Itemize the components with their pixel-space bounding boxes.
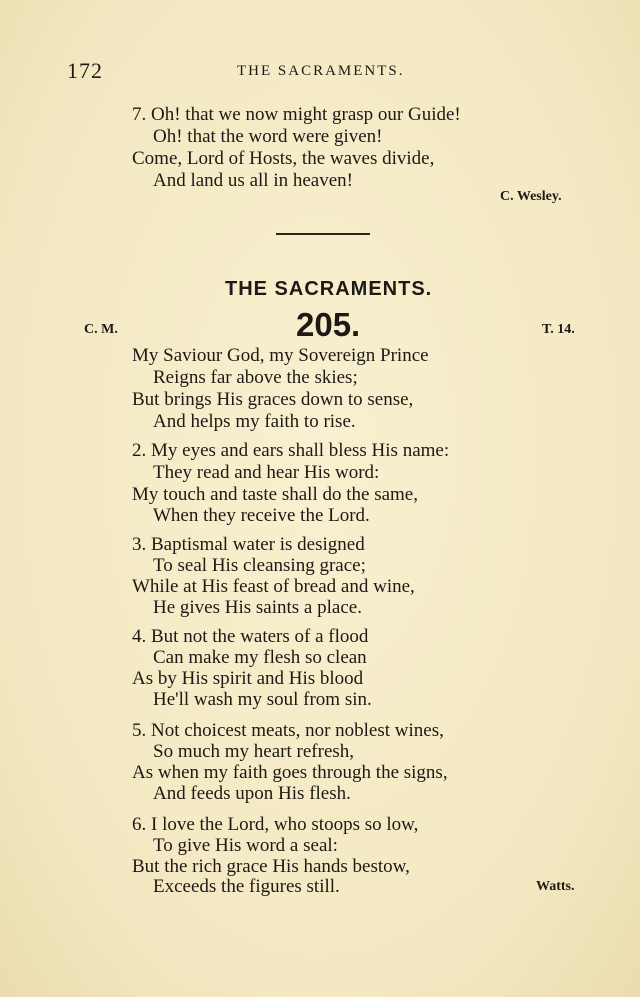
verse-line: They read and hear His word: [153, 462, 380, 483]
verse-line: As by His spirit and His blood [132, 668, 364, 689]
verse-line: And land us all in heaven! [153, 170, 353, 191]
verse-line: To give His word a seal: [153, 835, 338, 856]
verse-line: Can make my flesh so clean [153, 647, 367, 668]
running-title: THE SACRAMENTS. [237, 63, 405, 79]
verse-line: He gives His saints a place. [153, 597, 362, 618]
verse-line: My Saviour God, my Sovereign Prince [132, 345, 429, 366]
verse-line: 3. Baptismal water is designed [132, 534, 365, 555]
verse-line: And feeds upon His flesh. [153, 783, 351, 804]
verse-line: 7. Oh! that we now might grasp our Guide! [132, 104, 461, 125]
verse-line: He'll wash my soul from sin. [153, 689, 372, 710]
verse-line: Exceeds the figures still. [153, 876, 340, 897]
verse-line: And helps my faith to rise. [153, 411, 356, 432]
verse-line: My touch and taste shall do the same, [132, 484, 418, 505]
verse-line: But brings His graces down to sense, [132, 389, 414, 410]
verse-line: Oh! that the word were given! [153, 126, 383, 147]
section-title: THE SACRAMENTS. [225, 278, 433, 300]
verse-line: 6. I love the Lord, who stoops so low, [132, 814, 419, 835]
verse-line: 2. My eyes and ears shall bless His name: [132, 440, 450, 461]
verse-line: Reigns far above the skies; [153, 367, 358, 388]
verse-line: 5. Not choicest meats, nor noblest wines, [132, 720, 444, 741]
hymn-meter: C. M. [84, 322, 118, 337]
verse-line: But the rich grace His hands bestow, [132, 856, 410, 877]
hymn-number: 205. [296, 306, 361, 343]
verse-line: When they receive the Lord. [153, 505, 370, 526]
verse-line: Come, Lord of Hosts, the waves divide, [132, 148, 435, 169]
verse-line: 4. But not the waters of a flood [132, 626, 369, 647]
hymn-author: Watts. [536, 879, 575, 894]
verse-line: To seal His cleansing grace; [153, 555, 366, 576]
verse-line: So much my heart refresh, [153, 741, 355, 762]
hymn-tune: T. 14. [542, 322, 575, 337]
previous-hymn-author: C. Wesley. [500, 189, 562, 204]
verse-line: While at His feast of bread and wine, [132, 576, 415, 597]
section-divider [276, 233, 370, 235]
verse-line: As when my faith goes through the signs, [132, 762, 448, 783]
page-number: 172 [67, 58, 103, 83]
